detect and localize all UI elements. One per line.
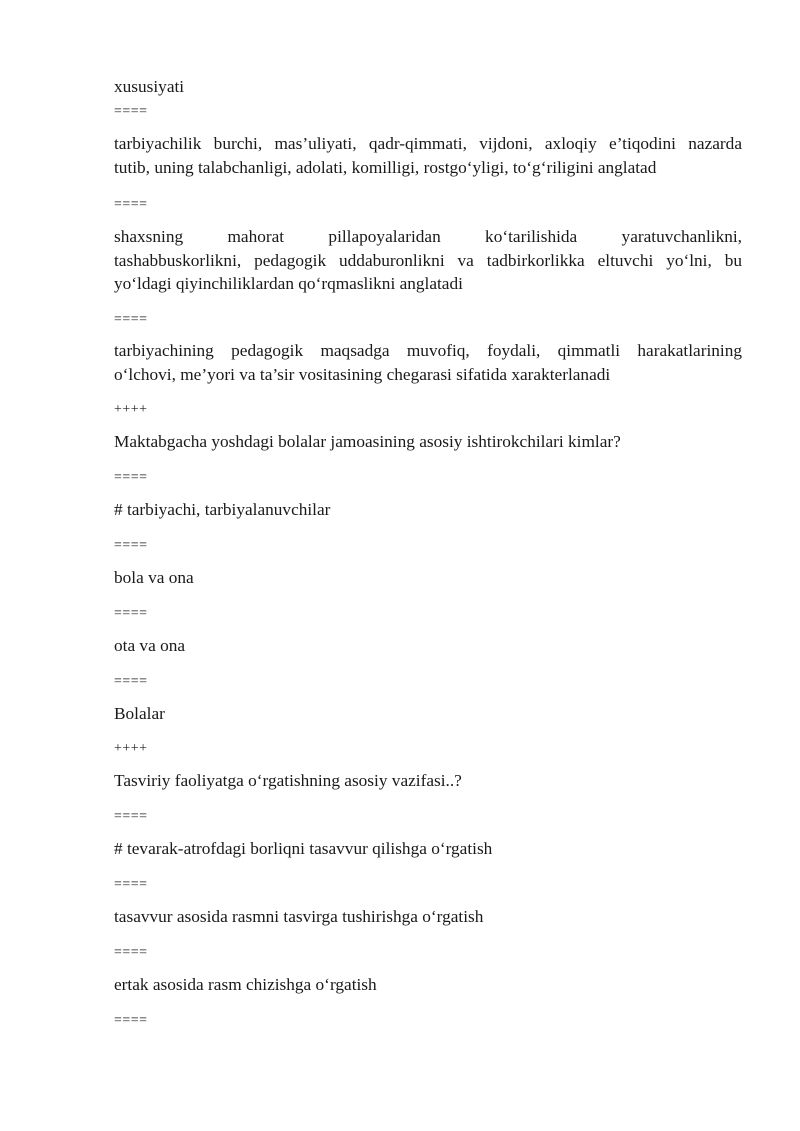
- text-line: tarbiyachilik burchi, mas’uliyati, qadr-qimmati, vijdoni, axloqiy e’tiqodini nazarda: [114, 134, 742, 153]
- answer-option: bola va ona: [114, 568, 194, 587]
- question-text: Tasviriy faoliyatga o‘rgatishning asosiy vazifasi..?: [114, 771, 462, 790]
- answer-correct: # tarbiyachi, tarbiyalanuvchilar: [114, 500, 331, 519]
- answer-option: tasavvur asosida rasmni tasvirga tushirishga o‘rgatish: [114, 907, 484, 926]
- separator: ====: [114, 945, 148, 960]
- text-line: tashabbuskorlikni, pedagogik uddaburonlikni va tadbirkorlikka eltuvchi yo‘lni, bu: [114, 251, 742, 270]
- text-line: o‘lchovi, me’yori va ta’sir vositasining chegarasi sifatida xarakterlanadi: [114, 365, 611, 384]
- separator: ====: [114, 809, 148, 824]
- separator: ====: [114, 312, 148, 327]
- question-text: Maktabgacha yoshdagi bolalar jamoasining asosiy ishtirokchilari kimlar?: [114, 432, 621, 451]
- separator: ====: [114, 104, 148, 119]
- separator: ====: [114, 470, 148, 485]
- text-line: yo‘ldagi qiyinchiliklardan qo‘rqmaslikni anglatadi: [114, 274, 463, 293]
- separator: ====: [114, 877, 148, 892]
- text-line: xususiyati: [114, 77, 185, 96]
- separator: ====: [114, 674, 148, 689]
- separator: ====: [114, 538, 148, 553]
- separator: ====: [114, 197, 148, 212]
- text-line: tutib, uning talabchanligi, adolati, komilligi, rostgo‘yligi, to‘g‘riligini anglatad: [114, 158, 657, 177]
- separator: ++++: [114, 741, 148, 756]
- separator: ====: [114, 606, 148, 621]
- document-page: [114, 0, 742, 1131]
- text-line: tarbiyachining pedagogik maqsadga muvofiq, foydali, qimmatli harakatlarining: [114, 341, 742, 360]
- answer-option: ertak asosida rasm chizishga o‘rgatish: [114, 975, 377, 994]
- text-line: shaxsning mahorat pillapoyalaridan ko‘tarilishida yaratuvchanlikni,: [114, 227, 742, 246]
- answer-correct: # tevarak-atrofdagi borliqni tasavvur qilishga o‘rgatish: [114, 839, 493, 858]
- answer-option: Bolalar: [114, 704, 165, 723]
- separator: ++++: [114, 402, 148, 417]
- answer-option: ota va ona: [114, 636, 186, 655]
- separator: ====: [114, 1013, 148, 1028]
